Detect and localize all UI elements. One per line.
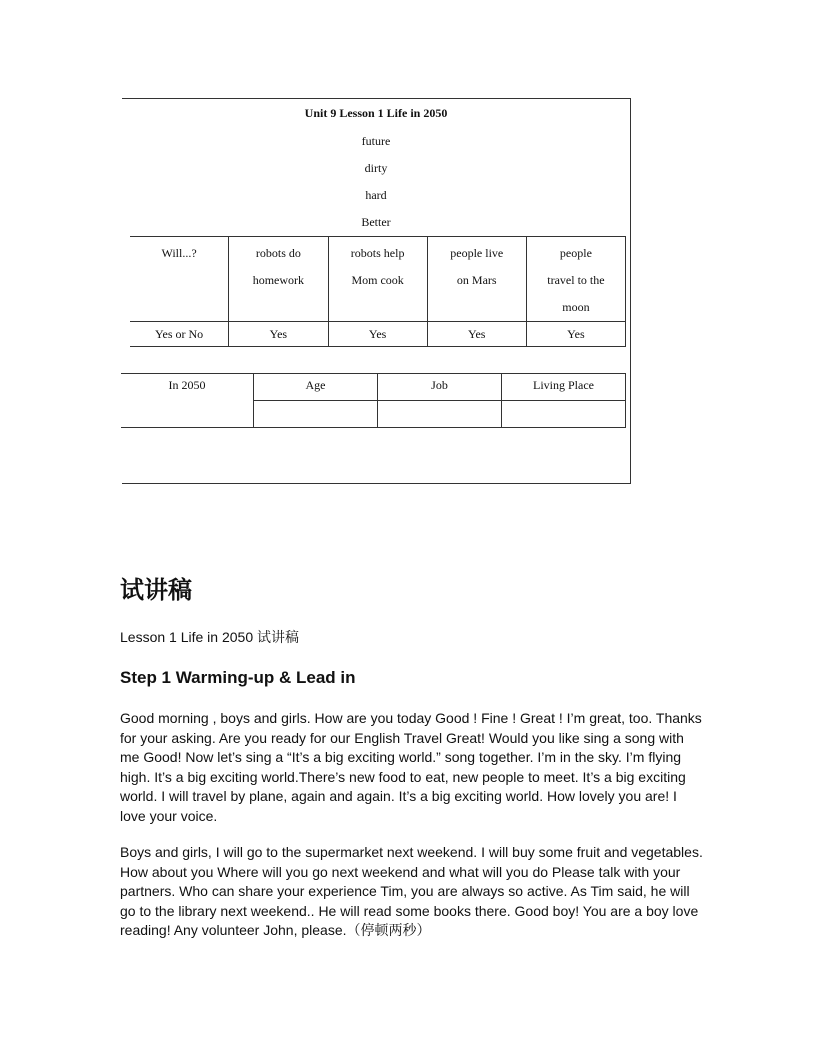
table-cell: Yes [328,322,427,347]
table-cell: In 2050 [121,374,254,428]
board-title: Unit 9 Lesson 1 Life in 2050 [304,106,448,120]
script-subtitle: Lesson 1 Life in 2050 试讲稿 [120,629,299,645]
cell-line: people live [450,246,504,260]
table-cell: Yes or No [130,322,229,347]
cell-line: moon [562,300,590,314]
will-table [130,236,626,347]
table-cell [229,237,328,322]
table-row [121,374,626,401]
life-in-2050-table [121,373,626,428]
step1-heading: Step 1 Warming-up & Lead in [120,668,356,687]
cell-line: on Mars [456,273,497,287]
cell-line: Mom cook [351,273,404,287]
board-word: Better [361,215,391,229]
cell-line: people [559,246,592,260]
cell-line: travel to the [547,273,605,287]
paragraph: Boys and girls, I will go to the supermarket next weekend. I will buy some fruit and vegetables. How about you Where will you go next weekend and what will you do Please talk with your partners. Who can share your experience Tim, you are always so active. As Tim said, he will go to the library next weekend.. He will read some books there. Good boy! You are a boy love reading! Any volunteer John, please.（停顿两秒） [120,844,703,939]
table-cell: Yes [526,322,625,347]
paragraph: Good morning , boys and girls. How are you today Good ! Fine ! Great ! I’m great, too. Thanks for your asking. Are you ready for our English Travel Great! Would you like sing a song with me Good! Now let’s sing a “It’s a big exciting world.” song together. I’m in the sky. I’m flying high. It’s a big exciting world.There’s new food to eat, new people to meet. It’s a big exciting world. I will travel by plane, again and again. It’s a big exciting world. How lovely you are! I love your voice. [120,710,702,824]
board-word: hard [365,188,387,202]
table-row [130,237,626,322]
table-cell: Age [254,374,378,401]
table-cell: Will...? [130,237,229,322]
table-cell-empty [254,401,378,428]
cell-line: robots do [255,246,301,260]
cell-line: robots help [350,246,405,260]
table-cell: Yes [427,322,526,347]
table-cell: Job [378,374,502,401]
board-word: dirty [364,161,388,175]
table-cell [328,237,427,322]
table-cell-empty [502,401,626,428]
table-cell [427,237,526,322]
board-design-box [122,98,631,484]
board-word: future [361,134,391,148]
table-row [130,322,626,347]
table-cell [526,237,625,322]
cell-line: homework [252,273,305,287]
table-cell-empty [378,401,502,428]
script-title: 试讲稿 [120,576,192,604]
table-cell: Living Place [502,374,626,401]
board-word-list [122,133,630,241]
table-cell: Yes [229,322,328,347]
